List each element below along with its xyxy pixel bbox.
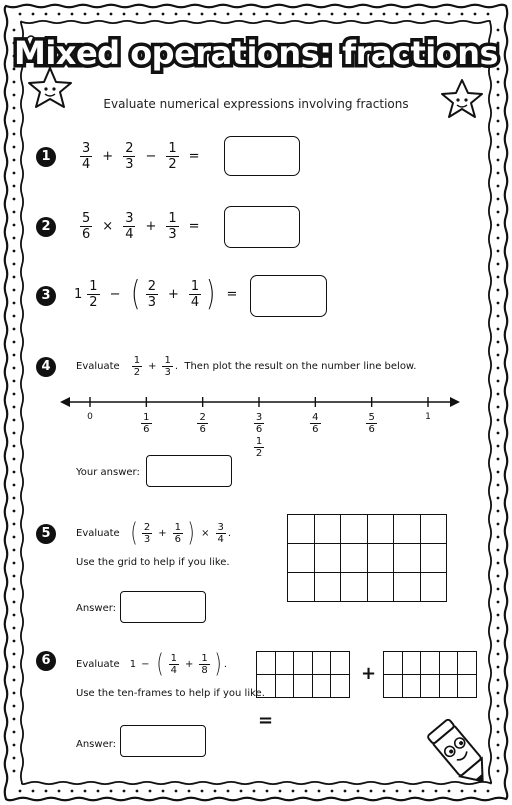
grid-cell — [394, 515, 421, 544]
grid-cell — [420, 573, 447, 602]
border-dot — [497, 341, 500, 344]
tick-label: $\frac{3}{6}$ $\frac{1}{2}$ — [255, 412, 263, 459]
grid-cell — [288, 573, 315, 602]
border-dot — [497, 549, 500, 552]
border-dot — [497, 445, 500, 448]
border-dot — [13, 744, 16, 747]
border-dot — [13, 627, 16, 630]
border-dot — [497, 250, 500, 253]
border-dot — [497, 432, 500, 435]
border-dot — [279, 13, 282, 16]
border-dot — [305, 13, 308, 16]
border-dot — [214, 790, 217, 793]
border-dot — [497, 380, 500, 383]
border-dot — [13, 484, 16, 487]
question-6-answer-label: Answer: — [76, 739, 117, 750]
border-dot — [13, 224, 16, 227]
border-dot — [344, 13, 347, 16]
border-dot — [13, 549, 16, 552]
grid-cell — [439, 675, 458, 698]
border-dot — [13, 588, 16, 591]
question-5-answer-box[interactable] — [120, 591, 206, 623]
border-dot — [448, 13, 451, 16]
border-dot — [497, 354, 500, 357]
border-dot — [13, 770, 16, 773]
border-dot — [175, 13, 178, 16]
page-subtitle: Evaluate numerical expressions involving fractions — [103, 97, 409, 111]
fraction: $\frac{3}{4}$ — [82, 141, 91, 172]
grid-cell — [288, 544, 315, 573]
question-2-expression: $\frac{5}{6}$ × $\frac{3}{4}$ + $\frac{1}{3}$ = — [82, 211, 200, 242]
grid-cell — [257, 652, 276, 675]
border-dot — [13, 354, 16, 357]
border-dot — [497, 640, 500, 643]
border-dot — [201, 790, 204, 793]
border-dot — [422, 790, 425, 793]
border-dot — [45, 13, 48, 16]
border-dot — [253, 13, 256, 16]
border-dot — [13, 341, 16, 344]
tick-label: $\frac{2}{6}$ — [199, 412, 206, 435]
grid-cell — [367, 515, 394, 544]
border-dot — [497, 614, 500, 617]
border-dot — [370, 13, 373, 16]
border-dot — [497, 29, 500, 32]
arrow-left-icon — [60, 397, 70, 407]
border-dot — [45, 790, 48, 793]
border-dot — [331, 790, 334, 793]
grid-cell — [312, 652, 331, 675]
border-dot — [149, 790, 152, 793]
border-dot — [497, 289, 500, 292]
border-dot — [13, 302, 16, 305]
border-dot — [13, 731, 16, 734]
border-dot — [13, 445, 16, 448]
border-dot — [13, 146, 16, 149]
grid-cell — [331, 652, 350, 675]
border-dot — [240, 13, 243, 16]
border-dot — [19, 13, 22, 16]
border-dot — [266, 790, 269, 793]
border-dot — [227, 13, 230, 16]
border-dot — [13, 523, 16, 526]
grid-cell — [294, 675, 313, 698]
border-dot — [71, 790, 74, 793]
grid-cell — [420, 544, 447, 573]
arrow-right-icon — [450, 397, 460, 407]
border-dot — [13, 315, 16, 318]
question-1-badge: 1 — [36, 147, 56, 167]
border-dot — [13, 692, 16, 695]
border-dot — [13, 614, 16, 617]
border-dot — [497, 263, 500, 266]
border-dot — [497, 536, 500, 539]
border-dot — [13, 562, 16, 565]
border-dot — [13, 653, 16, 656]
page-title: Mixed operations: fractions — [13, 34, 499, 72]
border-dot — [497, 653, 500, 656]
question-5-grid — [287, 514, 447, 602]
border-dot — [240, 790, 243, 793]
border-dot — [497, 172, 500, 175]
ten-frame-2 — [383, 651, 477, 698]
border-dot — [13, 29, 16, 32]
border-dot — [497, 211, 500, 214]
border-dot — [13, 640, 16, 643]
border-dot — [13, 289, 16, 292]
border-dot — [13, 510, 16, 513]
border-dot — [396, 13, 399, 16]
border-dot — [497, 276, 500, 279]
question-2-badge: 2 — [36, 217, 56, 237]
border-dot — [188, 790, 191, 793]
grid-cell — [275, 675, 294, 698]
grid-cell — [439, 652, 458, 675]
grid-cell — [384, 652, 403, 675]
grid-cell — [314, 573, 341, 602]
question-3-answer-box[interactable] — [250, 275, 327, 317]
grid-cell — [367, 573, 394, 602]
border-dot — [227, 790, 230, 793]
border-dot — [13, 705, 16, 708]
border-dot — [175, 790, 178, 793]
border-dot — [497, 497, 500, 500]
border-dot — [497, 146, 500, 149]
border-dot — [497, 315, 500, 318]
border-dot — [497, 575, 500, 578]
border-dot — [497, 328, 500, 331]
border-dot — [461, 790, 464, 793]
border-dot — [497, 224, 500, 227]
grid-cell — [314, 515, 341, 544]
question-6-badge: 6 — [36, 651, 56, 671]
border-dot — [497, 419, 500, 422]
border-dot — [422, 13, 425, 16]
border-dot — [318, 13, 321, 16]
border-dot — [13, 601, 16, 604]
question-1-expression: $\frac{3}{4}$ + $\frac{2}{3}$ − $\frac{1}{2}$ = — [82, 141, 200, 172]
border-dot — [497, 627, 500, 630]
border-dot — [13, 250, 16, 253]
border-dot — [13, 432, 16, 435]
border-dot — [497, 198, 500, 201]
border-dot — [13, 757, 16, 760]
border-dot — [497, 458, 500, 461]
border-dot — [123, 790, 126, 793]
border-dot — [13, 198, 16, 201]
border-dot — [435, 13, 438, 16]
tick-label: $\frac{4}{6}$ — [312, 412, 319, 435]
border-dot — [497, 484, 500, 487]
border-dot — [357, 790, 360, 793]
border-dot — [497, 471, 500, 474]
border-dot — [383, 13, 386, 16]
border-dot — [497, 367, 500, 370]
border-dot — [110, 790, 113, 793]
border-dot — [97, 790, 100, 793]
grid-cell — [257, 675, 276, 698]
border-dot — [497, 588, 500, 591]
border-dot — [448, 790, 451, 793]
border-dot — [13, 380, 16, 383]
border-dot — [13, 328, 16, 331]
border-dot — [318, 790, 321, 793]
question-2-answer-box[interactable] — [224, 206, 300, 248]
border-dot — [370, 790, 373, 793]
grid-cell — [341, 573, 368, 602]
grid-cell — [314, 544, 341, 573]
question-5-answer-label: Answer: — [76, 603, 117, 614]
border-dot — [497, 159, 500, 162]
border-dot — [13, 406, 16, 409]
border-dot — [13, 367, 16, 370]
border-dot — [497, 601, 500, 604]
border-dot — [279, 790, 282, 793]
grid-cell — [402, 652, 421, 675]
border-dot — [13, 94, 16, 97]
border-dot — [497, 679, 500, 682]
question-4-prompt: Evaluate $\frac{1}{2}$ + $\frac{1}{3}$ . Then plot the result on the number line below. — [76, 355, 417, 378]
border-dot — [13, 237, 16, 240]
grid-cell — [312, 675, 331, 698]
border-dot — [305, 790, 308, 793]
border-dot — [409, 13, 412, 16]
border-dot — [13, 185, 16, 188]
grid-cell — [367, 544, 394, 573]
border-dot — [162, 13, 165, 16]
border-dot — [487, 13, 490, 16]
border-dot — [149, 13, 152, 16]
grid-cell — [294, 652, 313, 675]
grid-cell — [331, 675, 350, 698]
border-dot — [396, 790, 399, 793]
grid-cell — [341, 544, 368, 573]
border-dot — [188, 13, 191, 16]
tick-label: 0 — [87, 412, 93, 422]
grid-cell — [384, 675, 403, 698]
tick-label: 1 — [425, 412, 431, 422]
border-dot — [32, 13, 35, 16]
question-5-prompt: Evaluate ( $\frac{2}{3}$ + $\frac{1}{6}$ ) × $\frac{3}{4}$ . — [76, 518, 232, 548]
border-dot — [13, 81, 16, 84]
border-dot — [497, 666, 500, 669]
border-dot — [58, 13, 61, 16]
grid-cell — [421, 675, 440, 698]
question-5-hint: Use the grid to help if you like. — [76, 557, 230, 568]
border-dot — [84, 13, 87, 16]
border-dot — [357, 13, 360, 16]
question-4-answer-box[interactable] — [146, 455, 232, 487]
border-dot — [136, 790, 139, 793]
border-dot — [292, 790, 295, 793]
border-dot — [497, 562, 500, 565]
question-4-answer-label: Your answer: — [76, 467, 140, 478]
border-dot — [497, 185, 500, 188]
border-dot — [19, 790, 22, 793]
grid-cell — [420, 515, 447, 544]
border-dot — [497, 133, 500, 136]
border-dot — [13, 666, 16, 669]
border-dot — [201, 13, 204, 16]
question-6-prompt: Evaluate 1 − ( $\frac{1}{4}$ + $\frac{1}{8}$ ) . — [76, 649, 228, 679]
border-dot — [13, 679, 16, 682]
border-dot — [13, 393, 16, 396]
question-3-badge: 3 — [36, 286, 56, 306]
border-dot — [84, 790, 87, 793]
grid-cell — [394, 573, 421, 602]
grid-cell — [394, 544, 421, 573]
number-line — [60, 394, 460, 414]
border-dot — [435, 790, 438, 793]
border-dot — [13, 458, 16, 461]
question-1-answer-box[interactable] — [224, 136, 300, 176]
border-dot — [13, 211, 16, 214]
border-dot — [497, 510, 500, 513]
border-dot — [13, 575, 16, 578]
grid-cell — [458, 652, 477, 675]
border-dot — [13, 263, 16, 266]
border-dot — [13, 133, 16, 136]
border-dot — [136, 13, 139, 16]
border-dot — [487, 790, 490, 793]
grid-cell — [402, 675, 421, 698]
border-dot — [292, 13, 295, 16]
question-6-answer-box[interactable] — [120, 725, 206, 757]
border-dot — [497, 302, 500, 305]
border-dot — [497, 523, 500, 526]
pencil-mascot-icon — [420, 708, 500, 788]
border-dot — [497, 705, 500, 708]
border-dot — [13, 276, 16, 279]
question-4-badge: 4 — [36, 357, 56, 377]
border-dot — [344, 790, 347, 793]
grid-cell — [288, 515, 315, 544]
fraction: $\frac{1}{2}$ — [168, 141, 177, 172]
equals-sign: = — [258, 710, 274, 731]
question-5-badge: 5 — [36, 524, 56, 544]
border-dot — [162, 790, 165, 793]
border-dot — [123, 13, 126, 16]
grid-cell — [458, 675, 477, 698]
border-dot — [13, 159, 16, 162]
border-dot — [13, 471, 16, 474]
border-dot — [383, 790, 386, 793]
border-dot — [13, 536, 16, 539]
border-dot — [214, 13, 217, 16]
border-dot — [13, 718, 16, 721]
tick-label: $\frac{1}{6}$ — [143, 412, 150, 435]
border-dot — [497, 237, 500, 240]
border-dot — [409, 790, 412, 793]
border-dot — [253, 790, 256, 793]
border-dot — [13, 172, 16, 175]
border-dot — [13, 419, 16, 422]
ten-frame-1 — [256, 651, 350, 698]
question-3-expression: 1 $\frac{1}{2}$ − ( $\frac{2}{3}$ + $\frac{1}{4}$ ) = — [74, 274, 238, 314]
border-dot — [266, 13, 269, 16]
border-dot — [58, 790, 61, 793]
border-dot — [71, 13, 74, 16]
border-dot — [474, 790, 477, 793]
border-dot — [497, 406, 500, 409]
border-dot — [474, 13, 477, 16]
grid-cell — [275, 652, 294, 675]
border-dot — [461, 13, 464, 16]
question-6-hint: Use the ten-frames to help if you like. — [76, 688, 265, 699]
grid-cell — [341, 515, 368, 544]
fraction: $\frac{2}{3}$ — [125, 141, 134, 172]
grid-cell — [421, 652, 440, 675]
border-dot — [13, 120, 16, 123]
border-dot — [497, 692, 500, 695]
border-dot — [13, 497, 16, 500]
plus-sign: + — [361, 663, 377, 684]
border-dot — [497, 393, 500, 396]
border-dot — [331, 13, 334, 16]
border-dot — [110, 13, 113, 16]
tick-label: $\frac{5}{6}$ — [368, 412, 375, 435]
border-dot — [97, 13, 100, 16]
border-dot — [32, 790, 35, 793]
